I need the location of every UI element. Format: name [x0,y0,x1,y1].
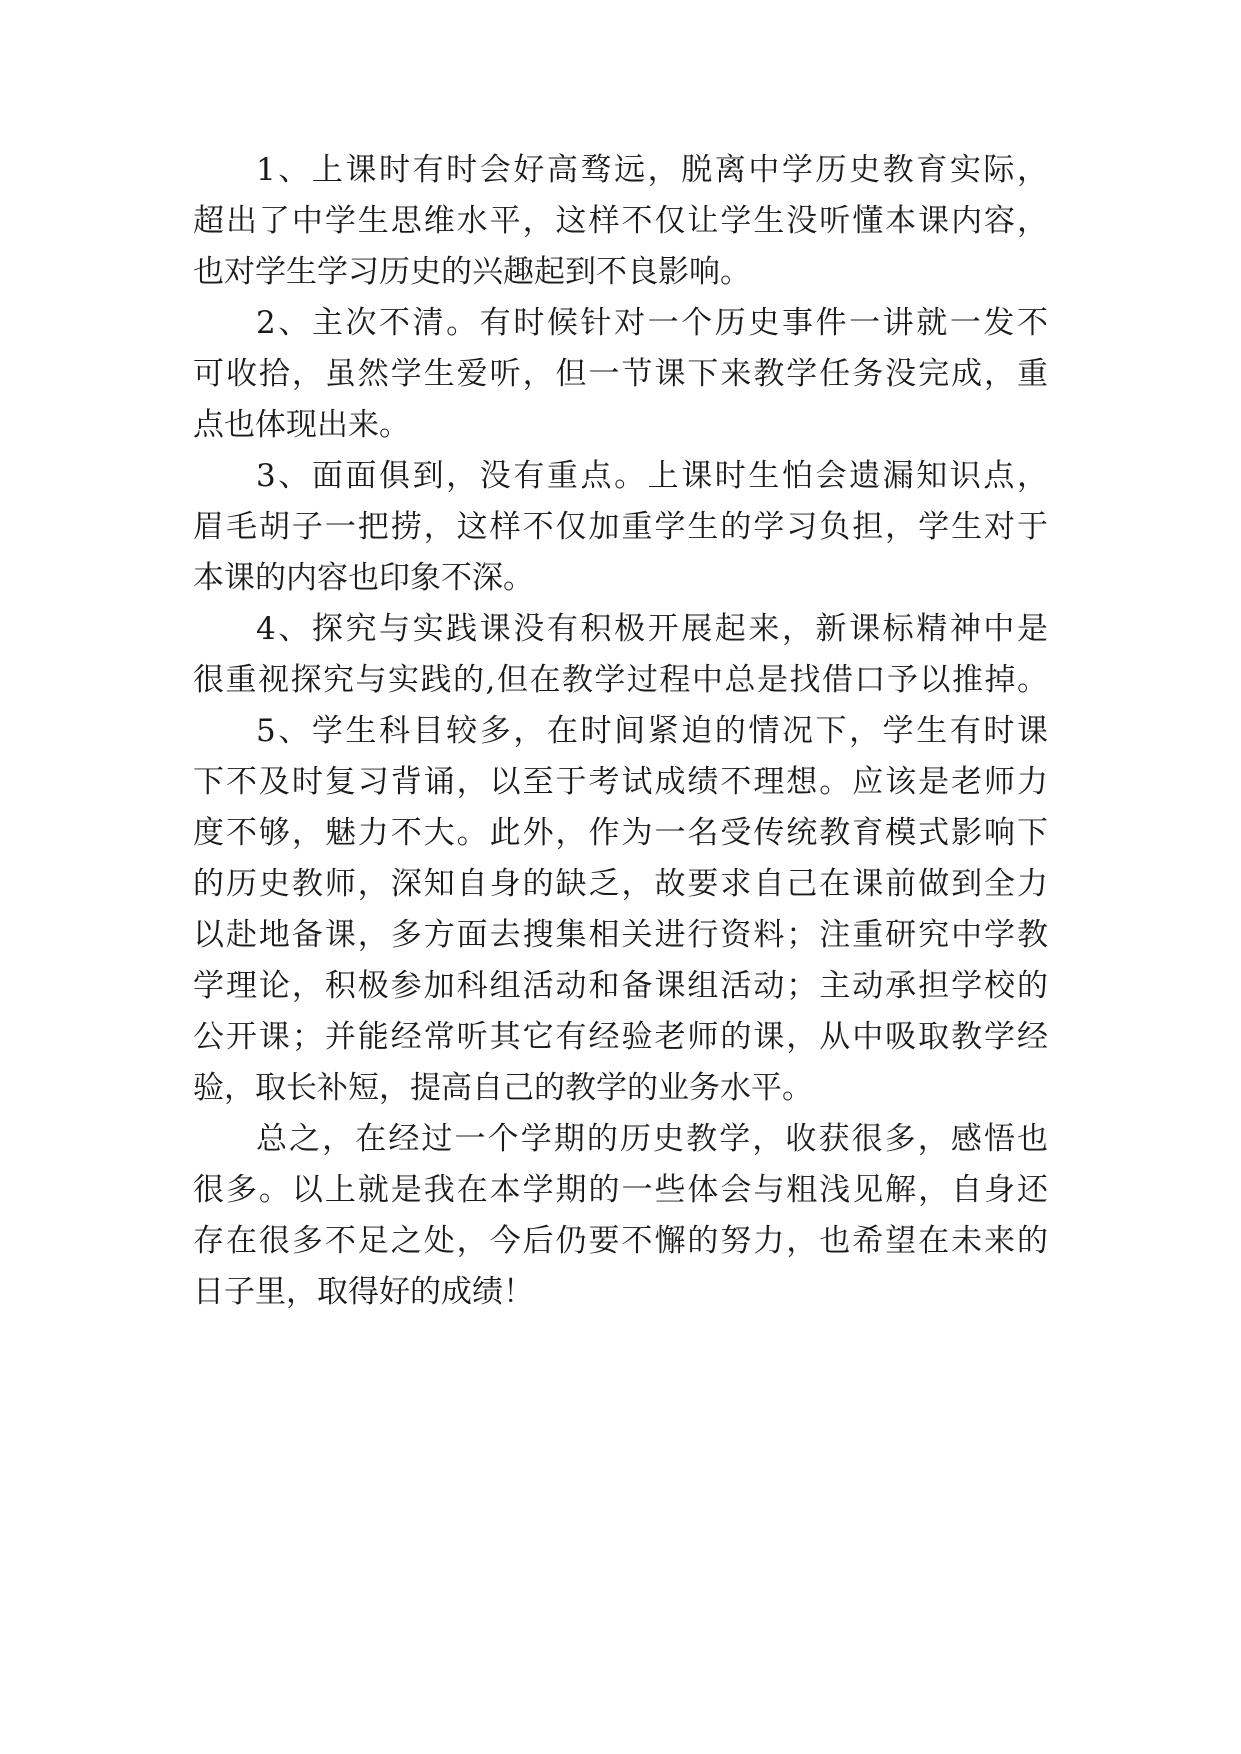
paragraph-1-line-3: 也对学生学习历史的兴趣起到不良影响。 [193,254,751,290]
paragraph-5-line-5: 以赴地备课，多方面去搜集相关进行资料；注重研究中学教 [193,917,1048,953]
paragraph-1-line-2: 超出了中学生思维水平，这样不仅让学生没听懂本课内容， [193,203,1048,239]
paragraph-5-line-4: 的历史教师，深知自身的缺乏，故要求自己在课前做到全力 [193,866,1048,902]
paragraph-6-line-1: 总之，在经过一个学期的历史教学，收获很多，感悟也 [256,1121,1048,1157]
paragraph-5-line-1: 5、学生科目较多，在时间紧迫的情况下，学生有时课 [256,713,1048,749]
paragraph-5-line-7: 公开课；并能经常听其它有经验老师的课，从中吸取教学经 [193,1019,1048,1055]
paragraph-3-line-1: 3、面面俱到，没有重点。上课时生怕会遗漏知识点， [256,458,1048,494]
paragraph-3-line-2: 眉毛胡子一把捞，这样不仅加重学生的学习负担，学生对于 [193,509,1048,545]
paragraph-5-line-8: 验，取长补短，提高自己的教学的业务水平。 [193,1070,813,1106]
paragraph-5-line-6: 学理论，积极参加科组活动和备课组活动；主动承担学校的 [193,968,1048,1004]
paragraph-5-line-2: 下不及时复习背诵，以至于考试成绩不理想。应该是老师力 [193,764,1048,800]
paragraph-6-line-2: 很多。以上就是我在本学期的一些体会与粗浅见解，自身还 [193,1172,1048,1208]
paragraph-6-line-4: 日子里，取得好的成绩！ [193,1274,534,1310]
paragraph-1-line-1: 1、上课时有时会好高骛远，脱离中学历史教育实际， [256,152,1048,188]
paragraph-2-line-2: 可收拾，虽然学生爱听，但一节课下来教学任务没完成，重 [193,356,1048,392]
paragraph-3-line-3: 本课的内容也印象不深。 [193,560,534,596]
paragraph-4-line-1: 4、探究与实践课没有积极开展起来，新课标精神中是 [256,611,1048,647]
paragraph-2-line-1: 2、主次不清。有时候针对一个历史事件一讲就一发不 [256,305,1048,341]
paragraph-5-line-3: 度不够，魅力不大。此外，作为一名受传统教育模式影响下 [193,815,1048,851]
paragraph-6-line-3: 存在很多不足之处，今后仍要不懈的努力，也希望在未来的 [193,1223,1048,1259]
paragraph-2-line-3: 点也体现出来。 [193,407,410,443]
paragraph-4-line-2: 很重视探究与实践的,但在教学过程中总是找借口予以推掉。 [193,662,1048,698]
